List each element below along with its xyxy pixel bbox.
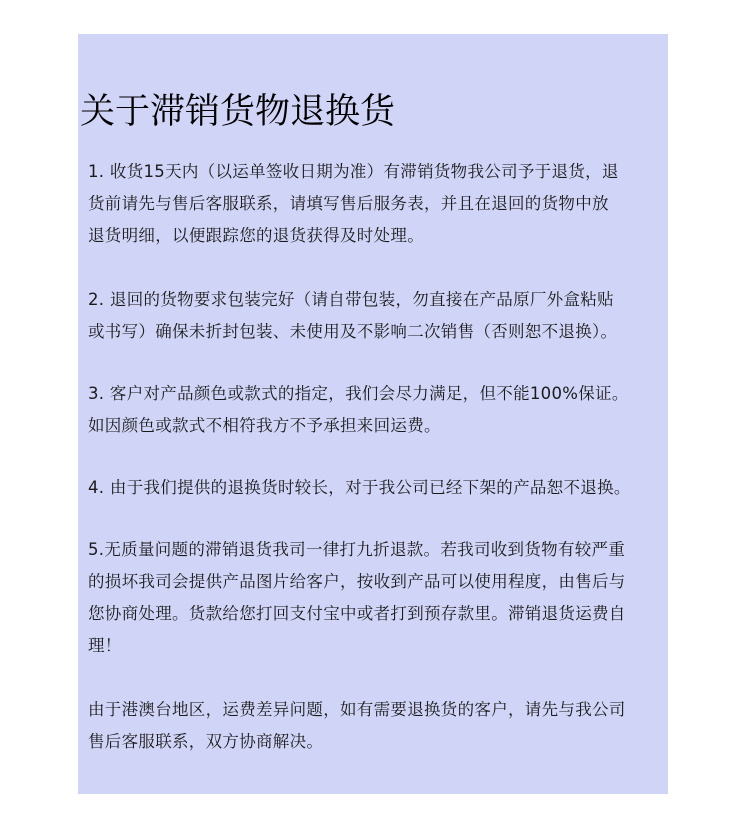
page-title: 关于滞销货物退换货 — [80, 92, 396, 132]
policy-paragraph-3: 3. 客户对产品颜色或款式的指定，我们会尽力满足，但不能100%保证。 如因颜色或款式不相符我方不予承担来回运费。 — [88, 384, 629, 435]
policy-panel — [78, 34, 668, 794]
policy-paragraph-5: 5.无质量问题的滞销退货我司一律打九折退款。若我司收到货物有较严重 的损坏我司会提供产品图片给客户，按收到产品可以使用程度，由售后与 您协商处理。货款给您打回支付宝中或者打到预存款里。滞销退货运费自 理！ — [88, 540, 626, 655]
policy-paragraph-2: 2. 退回的货物要求包装完好（请自带包装，勿直接在产品原厂外盒粘贴 或书写）确保未折封包装、未使用及不影响二次销售（否则恕不退换）。 — [88, 290, 618, 341]
policy-paragraph-1: 1. 收货15天内（以运单签收日期为准）有滞销货物我公司予于退货，退 货前请先与售后客服联系，请填写售后服务表，并且在退回的货物中放 退货明细，以便跟踪您的退货获得及时处理。 — [88, 162, 619, 245]
policy-paragraph-4: 4. 由于我们提供的退换货时较长，对于我公司已经下架的产品恕不退换。 — [88, 478, 631, 497]
policy-note-hk-macau-taiwan: 由于港澳台地区，运费差异问题，如有需要退换货的客户，请先与我公司 售后客服联系，双方协商解决。 — [88, 700, 626, 751]
